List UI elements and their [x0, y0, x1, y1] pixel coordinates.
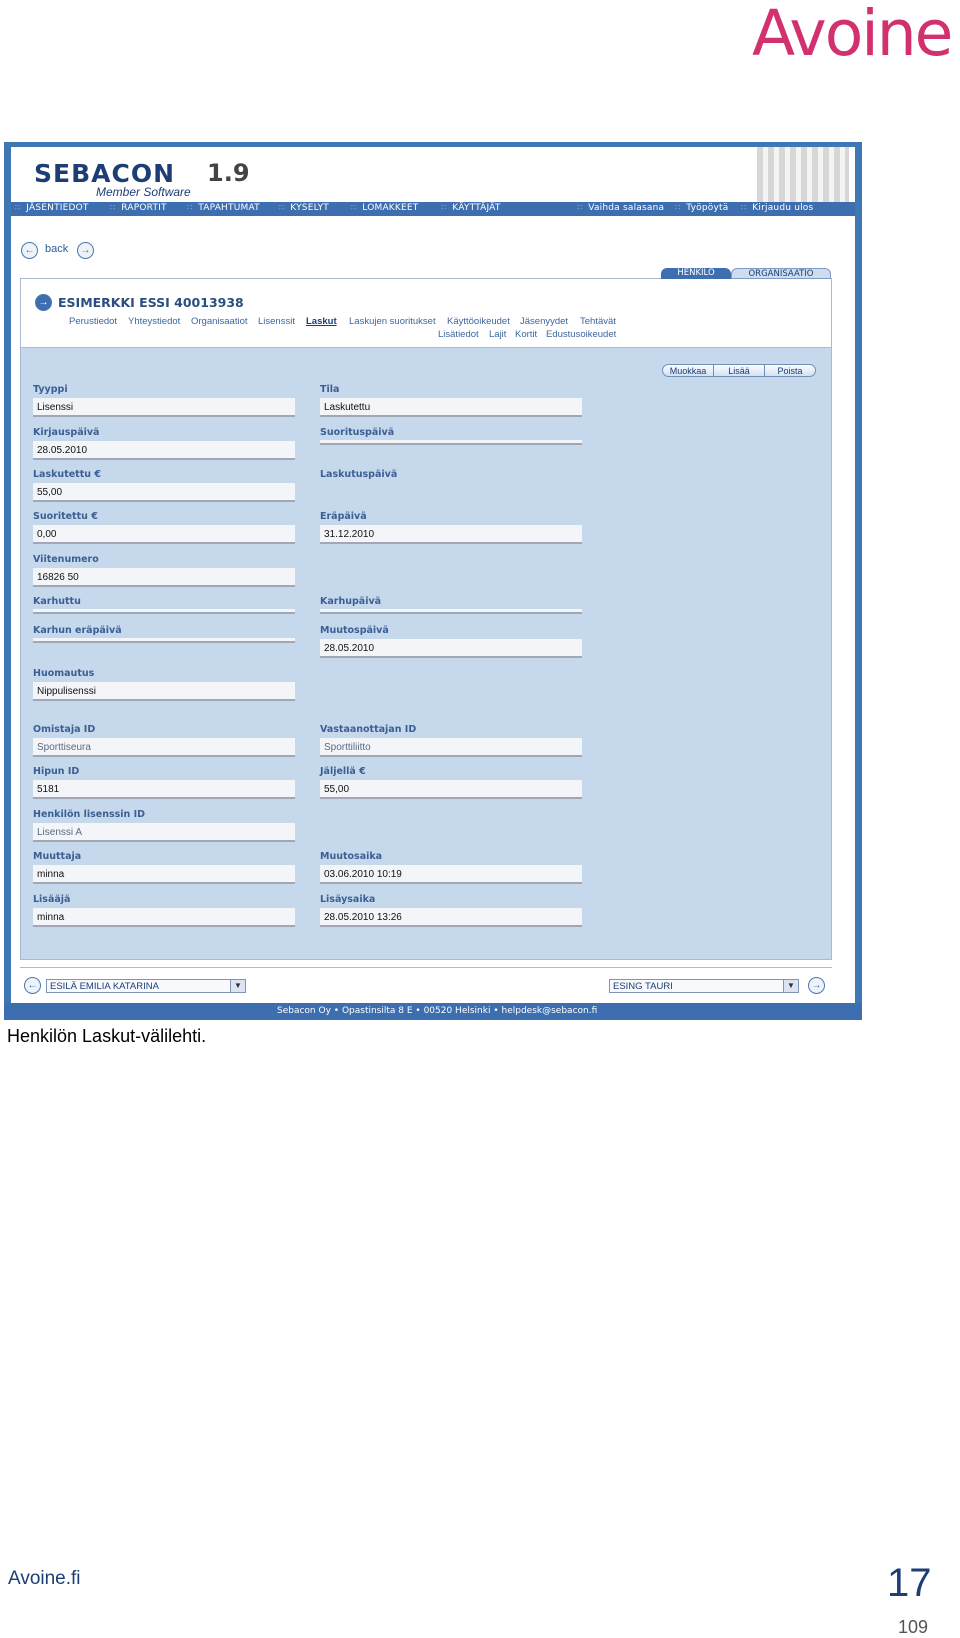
- brand-version: 1.9: [207, 159, 250, 187]
- nav-tyopoyta[interactable]: ∷ Työpöytä: [675, 203, 728, 213]
- delete-button[interactable]: Poista: [764, 364, 816, 377]
- nav-vaihda-salasana[interactable]: ∷ Vaihda salasana: [577, 203, 664, 213]
- nav-jasentiedot[interactable]: ∷ JÄSENTIEDOT: [15, 203, 89, 213]
- tab-henkilo[interactable]: HENKILÖ: [661, 268, 731, 279]
- sheet-number: 109: [898, 1617, 929, 1637]
- field-omistaja-id: Sporttiseura: [33, 738, 295, 757]
- field-jaljella: 55,00: [320, 780, 582, 799]
- footer-text: Sebacon Oy • Opastinsilta 8 E • 00520 Helsinki • helpdesk@sebacon.fi: [277, 1006, 598, 1016]
- app-window: [11, 147, 855, 1003]
- label-karhupaiva: Karhupäivä: [320, 596, 382, 607]
- field-henkilon-lisenssin-id: Lisenssi A: [33, 823, 295, 842]
- field-laskutuspaiva: [320, 482, 582, 487]
- field-muuttaja: minna: [33, 865, 295, 884]
- label-muuttaja: Muuttaja: [33, 851, 82, 862]
- label-muutospaiva: Muutospäivä: [320, 625, 389, 636]
- field-kirjauspaiva: 28.05.2010: [33, 441, 295, 460]
- header-decoration: [757, 147, 849, 203]
- next-record-icon[interactable]: →: [808, 977, 825, 994]
- field-laskutettu: 55,00: [33, 483, 295, 502]
- page-number: 17: [887, 1561, 932, 1605]
- subnav-lisenssit[interactable]: Lisenssit: [258, 316, 295, 327]
- footer-url: Avoine.fi: [8, 1568, 81, 1589]
- field-muutospaiva: 28.05.2010: [320, 639, 582, 658]
- label-henkilon-lisenssin-id: Henkilön lisenssin ID: [33, 809, 146, 820]
- add-button[interactable]: Lisää: [713, 364, 765, 377]
- person-arrow-icon: →: [35, 294, 52, 311]
- subnav-jasenyydet[interactable]: Jäsenyydet: [520, 316, 569, 327]
- label-laskutuspaiva: Laskutuspäivä: [320, 469, 398, 480]
- nav-lomakkeet[interactable]: ∷ LOMAKKEET: [351, 203, 418, 213]
- field-karhupaiva: [320, 609, 582, 614]
- label-tyyppi: Tyyppi: [33, 384, 68, 395]
- field-tila: Laskutettu: [320, 398, 582, 417]
- next-person-select[interactable]: [609, 979, 799, 993]
- subnav-tehtavat[interactable]: Tehtävät: [580, 316, 616, 327]
- field-tyyppi: Lisenssi: [33, 398, 295, 417]
- figure-caption: Henkilön Laskut-välilehti.: [7, 1026, 207, 1046]
- back-link[interactable]: back: [45, 243, 69, 255]
- label-karhun-erapaiva: Karhun eräpäivä: [33, 625, 122, 636]
- nav-kirjaudu-ulos[interactable]: ∷ Kirjaudu ulos: [741, 203, 813, 213]
- label-suorituspaiva: Suorituspäivä: [320, 427, 395, 438]
- subnav-kortit[interactable]: Kortit: [515, 329, 538, 340]
- label-laskutettu: Laskutettu €: [33, 469, 101, 480]
- nav-kyselyt[interactable]: ∷ KYSELYT: [279, 203, 329, 213]
- tab-organisaatio[interactable]: ORGANISAATIO: [731, 268, 831, 279]
- field-suorituspaiva: [320, 440, 582, 445]
- field-viitenumero: 16826 50: [33, 568, 295, 587]
- person-title: ESIMERKKI ESSI 40013938: [58, 295, 244, 310]
- field-vastaanottajan-id: Sporttiliitto: [320, 738, 582, 757]
- subnav-organisaatiot[interactable]: Organisaatiot: [191, 316, 248, 327]
- next-person-value: ESING TAURI: [613, 981, 673, 992]
- subnav-kayttooikeudet[interactable]: Käyttöoikeudet: [447, 316, 510, 327]
- previous-person-value: ESILÄ EMILIA KATARINA: [50, 981, 159, 992]
- subnav-yhteystiedot[interactable]: Yhteystiedot: [128, 316, 181, 327]
- field-muutosaika: 03.06.2010 10:19: [320, 865, 582, 884]
- application-screenshot: [4, 142, 862, 1020]
- nav-tapahtumat[interactable]: ∷ TAPAHTUMAT: [187, 203, 260, 213]
- entity-tabs: [661, 268, 831, 279]
- back-arrow-icon[interactable]: ←: [21, 242, 38, 259]
- brand-logo: SEBACON: [34, 159, 176, 188]
- previous-person-select[interactable]: [46, 979, 246, 993]
- edit-button[interactable]: Muokkaa: [662, 364, 714, 377]
- subnav-laskujen-suoritukset[interactable]: Laskujen suoritukset: [349, 316, 436, 327]
- label-huomautus: Huomautus: [33, 668, 95, 679]
- field-karhun-erapaiva: [33, 638, 295, 643]
- field-karhuttu: [33, 609, 295, 614]
- field-suoritettu: 0,00: [33, 525, 295, 544]
- nav-kayttajat[interactable]: ∷ KÄYTTÄJÄT: [441, 203, 501, 213]
- label-lisaysaika: Lisäysaika: [320, 894, 376, 905]
- label-vastaanottajan-id: Vastaanottajan ID: [320, 724, 417, 735]
- subnav-edustusoikeudet[interactable]: Edustusoikeudet: [546, 329, 617, 340]
- subnav-lajit[interactable]: Lajit: [489, 329, 507, 340]
- previous-record-icon[interactable]: ←: [24, 977, 41, 994]
- label-karhuttu: Karhuttu: [33, 596, 81, 607]
- label-erapaiva: Eräpäivä: [320, 511, 367, 522]
- label-suoritettu: Suoritettu €: [33, 511, 98, 522]
- person-header-panel: [20, 278, 832, 348]
- subnav-lisatiedot[interactable]: Lisätiedot: [438, 329, 479, 340]
- top-navigation: [11, 202, 855, 216]
- label-muutosaika: Muutosaika: [320, 851, 383, 862]
- subnav-laskut[interactable]: Laskut: [306, 316, 337, 327]
- brand-subtitle: Member Software: [96, 185, 191, 199]
- label-tila: Tila: [320, 384, 340, 395]
- label-jaljella: Jäljellä €: [320, 766, 366, 777]
- field-hipun-id: 5181: [33, 780, 295, 799]
- subnav-perustiedot[interactable]: Perustiedot: [69, 316, 118, 327]
- chevron-down-icon: ▼: [783, 980, 798, 992]
- label-kirjauspaiva: Kirjauspäivä: [33, 427, 100, 438]
- field-lisaaja: minna: [33, 908, 295, 927]
- forward-arrow-icon[interactable]: →: [77, 242, 94, 259]
- field-huomautus: Nippulisenssi: [33, 682, 295, 701]
- label-hipun-id: Hipun ID: [33, 766, 80, 777]
- app-footer: [4, 1003, 862, 1020]
- field-lisaysaika: 28.05.2010 13:26: [320, 908, 582, 927]
- field-erapaiva: 31.12.2010: [320, 525, 582, 544]
- nav-raportit[interactable]: ∷ RAPORTIT: [110, 203, 167, 213]
- avoine-logo: Avoine: [752, 0, 952, 70]
- label-viitenumero: Viitenumero: [33, 554, 99, 565]
- record-navigation-bar: [20, 967, 832, 998]
- label-lisaaja: Lisääjä: [33, 894, 71, 905]
- chevron-down-icon: ▼: [230, 980, 245, 992]
- label-omistaja-id: Omistaja ID: [33, 724, 96, 735]
